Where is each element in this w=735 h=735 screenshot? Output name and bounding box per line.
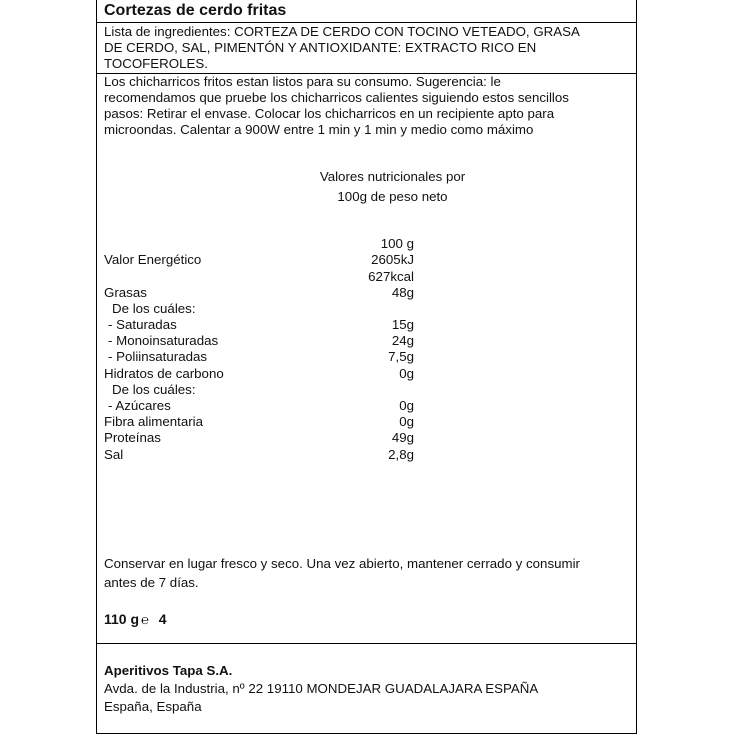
usage-line: recomendamos que pruebe los chicharricos calientes siguiendo estos sencillos [104,90,569,105]
nutrient-value: 2,8g [388,447,414,462]
title-divider [96,22,637,23]
nutrition-header [300,169,485,205]
ingredients-block [104,24,580,72]
ingredients-line: Lista de ingredientes: CORTEZA DE CERDO CON TOCINO VETEADO, GRASA [104,24,580,39]
company-name: Aperitivos Tapa S.A. [104,663,233,678]
nutrient-label: Valor Energético [104,252,202,267]
nutrient-label: De los cuáles: [112,301,196,316]
nutrition-column-header: 100 g [380,236,414,251]
nutrient-label: De los cuáles: [112,382,196,397]
usage-line: pasos: Retirar el envase. Colocar los chicharricos en un recipiente apto para [104,106,555,121]
nutrient-label: - Azúcares [108,398,171,413]
units-count: 4 [158,611,167,627]
net-quantity: 110 g [104,611,140,627]
nutrient-label: - Monoinsaturadas [108,333,219,348]
net-quantity-line [104,611,167,627]
estimated-sign-icon: ℮ [141,612,149,627]
nutrient-label: Fibra alimentaria [104,414,204,429]
nutrient-label: Grasas [104,285,147,300]
ingredients-line: DE CERDO, SAL, PIMENTÓN Y ANTIOXIDANTE: EXTRACTO RICO EN [104,40,537,55]
usage-block [104,74,569,138]
nutrient-label: Proteínas [104,430,161,445]
nutrient-value: 0g [399,414,414,429]
nutrient-value: 49g [391,430,414,445]
nutrient-label: Sal [104,447,124,462]
ingredients-line: TOCOFEROLES. [104,56,208,71]
company-country: España, España [104,699,202,714]
nutrient-value: 48g [391,285,414,300]
company-address: Avda. de la Industria, nº 22 19110 MONDEJAR GUADALAJARA ESPAÑA [104,681,539,696]
nutrient-value: 15g [391,317,414,332]
nutrition-header-line2: 100g de peso neto [337,189,448,204]
usage-line: microondas. Calentar a 900W entre 1 min y 1 min y medio como máximo [104,122,534,137]
storage-line: Conservar en lugar fresco y seco. Una vez abierto, mantener cerrado y consumir [104,556,580,571]
usage-line: Los chicharricos fritos estan listos para su consumo. Sugerencia: le [104,74,501,89]
nutrient-label: Hidratos de carbono [104,366,224,381]
storage-line: antes de 7 días. [104,575,199,590]
nutrition-header-line1: Valores nutricionales por [319,169,466,184]
nutrient-value: 7,5g [388,349,414,364]
nutrient-value: 627kcal [368,269,414,284]
nutrient-value: 24g [391,333,414,348]
company-divider [96,643,637,644]
nutrient-value: 0g [399,398,414,413]
nutrient-label: - Saturadas [108,317,177,332]
nutrient-label: - Poliinsaturadas [108,349,208,364]
nutrient-value: 2605kJ [371,252,414,267]
nutrient-value: 0g [399,366,414,381]
storage-block [104,556,580,591]
product-title: Cortezas de cerdo fritas [104,2,287,19]
